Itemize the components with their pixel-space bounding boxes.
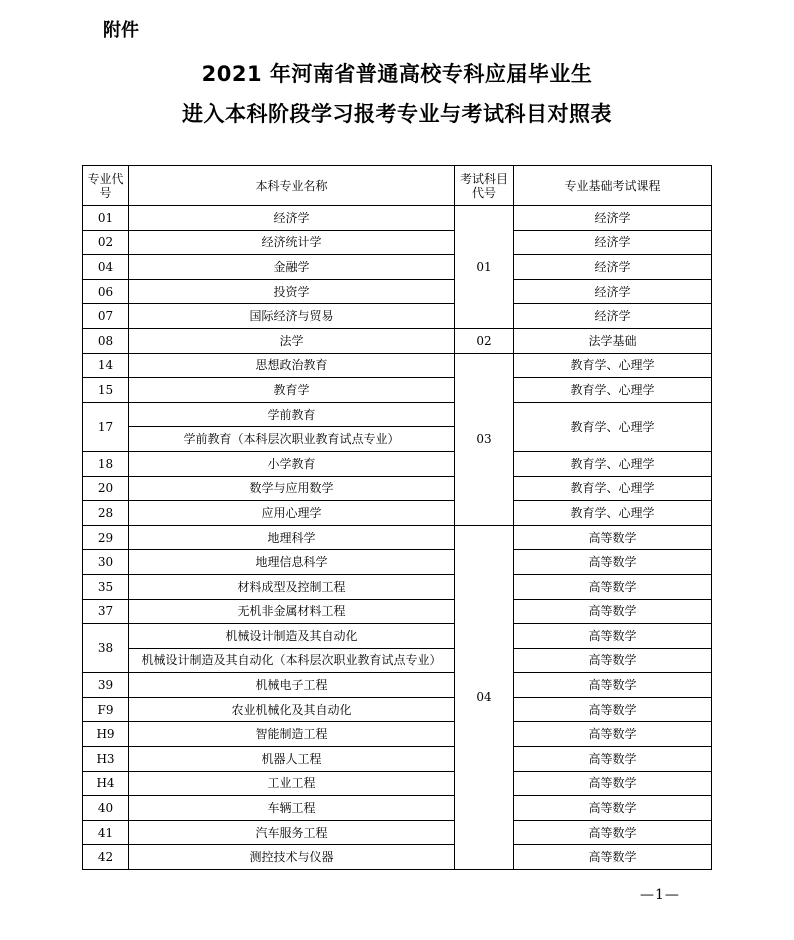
major-name-cell: 学前教育	[129, 402, 455, 427]
exam-course-cell: 高等数学	[514, 624, 712, 649]
major-code-cell: 15	[83, 378, 129, 403]
exam-course-cell: 经济学	[514, 230, 712, 255]
major-code-cell: 01	[83, 206, 129, 231]
exam-course-cell: 高等数学	[514, 747, 712, 772]
document-title-line2: 进入本科阶段学习报考专业与考试科目对照表	[182, 102, 612, 126]
exam-course-cell: 高等数学	[514, 525, 712, 550]
major-code-cell: 14	[83, 353, 129, 378]
table-row	[83, 550, 712, 575]
header-exam-course: 专业基础考试课程	[514, 166, 712, 206]
major-code-cell: 38	[83, 624, 129, 673]
table-row	[83, 451, 712, 476]
major-code-cell: 41	[83, 820, 129, 845]
major-name-cell: 汽车服务工程	[129, 820, 455, 845]
table-header-row	[83, 166, 712, 206]
major-name-cell: 国际经济与贸易	[129, 304, 455, 329]
major-code-cell: 29	[83, 525, 129, 550]
exam-course-cell: 教育学、心理学	[514, 378, 712, 403]
major-name-cell: 学前教育（本科层次职业教育试点专业）	[129, 427, 455, 452]
table-row	[83, 353, 712, 378]
major-code-cell: 02	[83, 230, 129, 255]
table-row	[83, 304, 712, 329]
exam-course-cell: 经济学	[514, 206, 712, 231]
exam-course-cell: 经济学	[514, 279, 712, 304]
table-row	[83, 328, 712, 353]
table-row	[83, 747, 712, 772]
major-code-cell: H9	[83, 722, 129, 747]
major-name-cell: 经济学	[129, 206, 455, 231]
major-name-cell: 教育学	[129, 378, 455, 403]
table-row	[83, 624, 712, 649]
table-row	[83, 230, 712, 255]
exam-code-cell: 04	[455, 525, 514, 869]
major-name-cell: 材料成型及控制工程	[129, 574, 455, 599]
table-row	[83, 697, 712, 722]
major-name-cell: 数学与应用数学	[129, 476, 455, 501]
header-major-name: 本科专业名称	[129, 166, 455, 206]
exam-course-cell: 经济学	[514, 304, 712, 329]
table-row	[83, 820, 712, 845]
major-code-cell: 04	[83, 255, 129, 280]
exam-course-cell: 高等数学	[514, 599, 712, 624]
major-code-cell: 07	[83, 304, 129, 329]
major-name-cell: 机械电子工程	[129, 673, 455, 698]
exam-course-cell: 法学基础	[514, 328, 712, 353]
major-name-cell: 机械设计制造及其自动化	[129, 624, 455, 649]
major-code-cell: 17	[83, 402, 129, 451]
exam-course-cell: 教育学、心理学	[514, 402, 712, 451]
major-code-cell: 42	[83, 845, 129, 870]
table-row	[83, 648, 712, 673]
major-code-cell: 08	[83, 328, 129, 353]
major-name-cell: 地理科学	[129, 525, 455, 550]
exam-course-cell: 经济学	[514, 255, 712, 280]
major-name-cell: 智能制造工程	[129, 722, 455, 747]
exam-code-cell: 02	[455, 328, 514, 353]
major-name-cell: 机械设计制造及其自动化（本科层次职业教育试点专业）	[129, 648, 455, 673]
exam-course-cell: 高等数学	[514, 771, 712, 796]
major-exam-table	[82, 165, 712, 870]
major-name-cell: 工业工程	[129, 771, 455, 796]
table-row	[83, 378, 712, 403]
table-row	[83, 796, 712, 821]
major-code-cell: 18	[83, 451, 129, 476]
table-row	[83, 574, 712, 599]
exam-course-cell: 高等数学	[514, 845, 712, 870]
exam-course-cell: 高等数学	[514, 550, 712, 575]
major-name-cell: 测控技术与仪器	[129, 845, 455, 870]
exam-code-cell: 01	[455, 206, 514, 329]
major-code-cell: F9	[83, 697, 129, 722]
major-name-cell: 思想政治教育	[129, 353, 455, 378]
table-row	[83, 206, 712, 231]
table-body	[83, 206, 712, 870]
major-name-cell: 小学教育	[129, 451, 455, 476]
major-code-cell: H3	[83, 747, 129, 772]
major-code-cell: 39	[83, 673, 129, 698]
exam-code-cell: 03	[455, 353, 514, 525]
header-exam-code: 考试科目代号	[455, 166, 514, 206]
exam-course-cell: 高等数学	[514, 796, 712, 821]
table-row	[83, 673, 712, 698]
major-name-cell: 应用心理学	[129, 501, 455, 526]
major-name-cell: 法学	[129, 328, 455, 353]
exam-course-cell: 教育学、心理学	[514, 451, 712, 476]
major-name-cell: 农业机械化及其自动化	[129, 697, 455, 722]
major-name-cell: 投资学	[129, 279, 455, 304]
document-title-line1: 2021 年河南省普通高校专科应届毕业生	[201, 62, 593, 86]
table-row	[83, 476, 712, 501]
major-name-cell: 机器人工程	[129, 747, 455, 772]
table-row	[83, 599, 712, 624]
exam-course-cell: 教育学、心理学	[514, 501, 712, 526]
major-code-cell: 35	[83, 574, 129, 599]
table-row	[83, 722, 712, 747]
major-code-cell: 06	[83, 279, 129, 304]
table-row	[83, 402, 712, 427]
exam-course-cell: 高等数学	[514, 820, 712, 845]
exam-course-cell: 高等数学	[514, 697, 712, 722]
major-code-cell: 20	[83, 476, 129, 501]
table-row	[83, 845, 712, 870]
table-row	[83, 279, 712, 304]
exam-course-cell: 高等数学	[514, 722, 712, 747]
table-row	[83, 525, 712, 550]
major-name-cell: 地理信息科学	[129, 550, 455, 575]
attachment-label: 附件	[103, 20, 139, 41]
exam-course-cell: 高等数学	[514, 648, 712, 673]
major-name-cell: 经济统计学	[129, 230, 455, 255]
table-row	[83, 501, 712, 526]
exam-course-cell: 高等数学	[514, 673, 712, 698]
major-code-cell: 37	[83, 599, 129, 624]
table-row	[83, 255, 712, 280]
major-code-cell: H4	[83, 771, 129, 796]
major-code-cell: 28	[83, 501, 129, 526]
exam-course-cell: 教育学、心理学	[514, 476, 712, 501]
table-row	[83, 771, 712, 796]
major-code-cell: 40	[83, 796, 129, 821]
major-name-cell: 无机非金属材料工程	[129, 599, 455, 624]
major-name-cell: 车辆工程	[129, 796, 455, 821]
page-number: —1—	[640, 887, 680, 903]
major-name-cell: 金融学	[129, 255, 455, 280]
exam-course-cell: 教育学、心理学	[514, 353, 712, 378]
exam-course-cell: 高等数学	[514, 574, 712, 599]
header-major-code: 专业代号	[83, 166, 129, 206]
major-code-cell: 30	[83, 550, 129, 575]
